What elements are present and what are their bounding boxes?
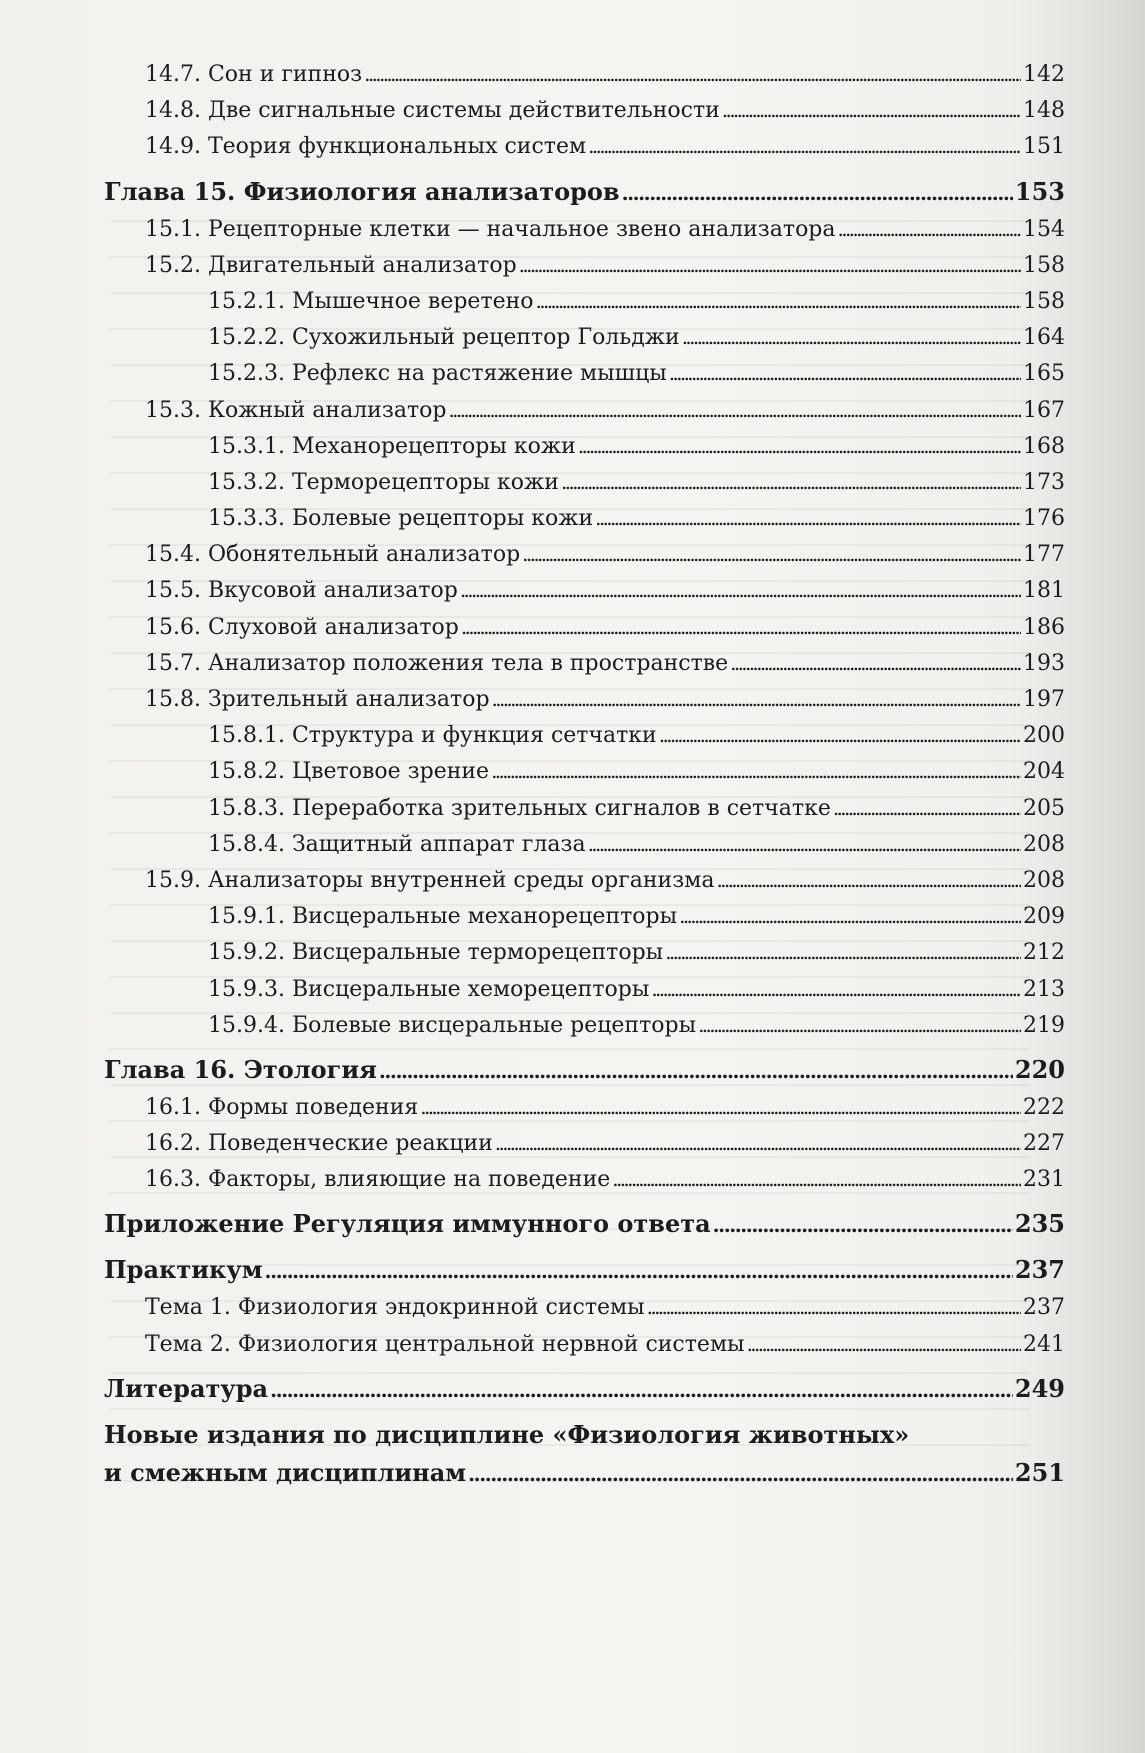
dot-leader <box>270 1370 1013 1408</box>
toc-page-number: 208 <box>1023 831 1065 857</box>
dot-leader <box>519 247 1021 283</box>
chapter-gap <box>104 165 1065 173</box>
toc-entry-title: 15.8. Зрительный анализатор <box>145 687 490 712</box>
dot-leader <box>461 609 1021 645</box>
toc-entry <box>104 609 1065 645</box>
table-of-contents <box>104 56 1065 1493</box>
toc-entry <box>104 1089 1065 1125</box>
toc-page-number: 241 <box>1023 1331 1065 1357</box>
toc-page-number: 193 <box>1023 650 1065 676</box>
dot-leader <box>659 717 1021 753</box>
dot-leader <box>669 355 1021 391</box>
toc-entry-title: 15.9.2. Висцеральные терморецепторы <box>208 940 664 966</box>
toc-entry <box>104 92 1065 128</box>
toc-entry-title: Новые издания по дисциплине «Физиология животных» <box>104 1419 910 1449</box>
toc-page-number: 220 <box>1014 1054 1065 1084</box>
toc-entry-title: 15.8.4. Защитный аппарат глаза <box>208 831 586 857</box>
toc-entry-title: 15.8.3. Переработка зрительных сигналов в сетчатке <box>208 795 831 821</box>
toc-entry-title: 15.9.3. Висцеральные хеморецепторы <box>208 976 650 1002</box>
toc-entry-title: 15.9.4. Болевые висцеральные рецепторы <box>208 1012 697 1038</box>
dot-leader <box>379 1051 1013 1089</box>
toc-entry <box>104 536 1065 572</box>
toc-page-number: 158 <box>1023 252 1065 278</box>
toc-entry <box>104 898 1065 934</box>
dot-leader <box>536 283 1021 319</box>
toc-entry <box>104 681 1065 717</box>
toc-page-number: 154 <box>1023 216 1065 242</box>
dot-leader <box>265 1251 1013 1289</box>
toc-entry <box>104 572 1065 608</box>
toc-page-number: 173 <box>1023 469 1065 495</box>
toc-entry <box>104 56 1065 92</box>
toc-entry-title: 15.2. Двигательный анализатор <box>145 252 517 278</box>
toc-page-number: 165 <box>1023 361 1065 387</box>
toc-page-number: 200 <box>1023 723 1065 749</box>
toc-entry-title: 14.9. Теория функциональных систем <box>145 134 587 160</box>
toc-page-number: 158 <box>1023 288 1065 314</box>
dot-leader <box>492 681 1021 717</box>
toc-entry-title: 15.9. Анализаторы внутренней среды организма <box>145 867 715 893</box>
toc-page-number: 148 <box>1023 98 1065 124</box>
toc-entry-title: 15.5. Вкусовой анализатор <box>145 578 458 604</box>
toc-entry <box>104 283 1065 319</box>
chapter-gap <box>104 1243 1065 1251</box>
toc-entry-title: Глава 15. Физиология анализаторов <box>104 176 620 206</box>
toc-chapter-entry <box>104 1051 1065 1089</box>
toc-entry <box>104 826 1065 862</box>
toc-entry-title: Тема 1. Физиология эндокринной системы <box>145 1295 645 1321</box>
dot-leader <box>665 934 1021 970</box>
toc-entry <box>104 1125 1065 1161</box>
dot-leader <box>722 92 1021 128</box>
toc-entry-title: 15.9.1. Висцеральные механорецепторы <box>208 904 678 930</box>
dot-leader <box>522 536 1021 572</box>
dot-leader <box>364 56 1021 92</box>
toc-entry <box>104 862 1065 898</box>
toc-entry-second-line <box>104 1454 1065 1493</box>
toc-page-number: 186 <box>1023 614 1065 640</box>
chapter-gap <box>104 1408 1065 1416</box>
dot-leader <box>682 319 1021 355</box>
toc-page-number: 227 <box>1023 1131 1065 1157</box>
toc-page-number: 177 <box>1023 542 1065 568</box>
toc-chapter-entry <box>104 173 1065 211</box>
toc-entry <box>104 1007 1065 1043</box>
dot-leader <box>495 1125 1021 1161</box>
toc-entry-title: 15.6. Слуховой анализатор <box>145 614 459 640</box>
toc-entry <box>104 645 1065 681</box>
toc-page-number: 176 <box>1023 506 1065 532</box>
toc-chapter-entry <box>104 1251 1065 1289</box>
toc-entry <box>104 1289 1065 1325</box>
toc-page-number: 164 <box>1023 325 1065 351</box>
toc-entry-title: 15.2.3. Рефлекс на растяжение мышцы <box>208 361 667 387</box>
toc-page-number: 213 <box>1023 976 1065 1002</box>
dot-leader <box>448 392 1021 428</box>
chapter-gap <box>104 1197 1065 1205</box>
toc-page-number: 251 <box>1014 1457 1065 1487</box>
toc-entry <box>104 464 1065 500</box>
toc-page-number: 197 <box>1023 687 1065 712</box>
chapter-gap <box>104 1362 1065 1370</box>
toc-chapter-entry <box>104 1205 1065 1243</box>
dot-leader <box>713 1205 1013 1243</box>
dot-leader <box>647 1289 1021 1325</box>
toc-page-number: 181 <box>1023 578 1065 604</box>
toc-entry-title: 16.3. Факторы, влияющие на поведение <box>145 1167 611 1193</box>
toc-entry-title: 15.3.2. Терморецепторы кожи <box>208 469 559 495</box>
toc-page-number: 222 <box>1023 1094 1065 1120</box>
dot-leader <box>730 645 1021 681</box>
toc-entry-title: 15.8.1. Структура и функция сетчатки <box>208 723 657 749</box>
toc-entry-title: Литература <box>104 1373 269 1403</box>
toc-entry-title: 14.7. Сон и гипноз <box>145 62 363 87</box>
toc-entry <box>104 319 1065 355</box>
toc-entry <box>104 934 1065 970</box>
dot-leader <box>833 790 1021 826</box>
toc-entry <box>104 128 1065 164</box>
toc-entry-title: Приложение Регуляция иммунного ответа <box>104 1209 711 1239</box>
toc-page-number: 142 <box>1023 62 1065 87</box>
toc-entry-title: 15.3.3. Болевые рецепторы кожи <box>208 506 594 532</box>
dot-leader <box>595 500 1021 536</box>
toc-page-number: 209 <box>1023 904 1065 930</box>
toc-entry-title-continued: и смежным дисциплинам <box>104 1457 467 1487</box>
dot-leader <box>420 1089 1021 1125</box>
toc-page-number: 151 <box>1023 134 1065 160</box>
toc-page-number: 235 <box>1014 1209 1065 1239</box>
dot-leader <box>491 753 1021 789</box>
toc-entry-title: 15.1. Рецепторные клетки — начальное звено анализатора <box>145 216 836 242</box>
dot-leader <box>460 572 1021 608</box>
toc-entry-title: Глава 16. Этология <box>104 1054 377 1084</box>
toc-entry <box>104 355 1065 391</box>
toc-entry <box>104 247 1065 283</box>
toc-entry-title: 15.2.1. Мышечное веретено <box>208 288 534 314</box>
toc-entry-title: 16.2. Поведенческие реакции <box>145 1131 493 1157</box>
toc-page-number: 208 <box>1023 867 1065 893</box>
toc-entry-title: 15.4. Обонятельный анализатор <box>145 542 521 568</box>
toc-page-number: 205 <box>1023 795 1065 821</box>
toc-entry <box>104 392 1065 428</box>
toc-entry <box>104 790 1065 826</box>
dot-leader <box>651 971 1021 1007</box>
toc-chapter-entry <box>104 1416 1065 1493</box>
toc-page-number: 167 <box>1023 397 1065 423</box>
toc-page-number: 212 <box>1023 940 1065 966</box>
toc-page-number: 237 <box>1014 1255 1065 1285</box>
dot-leader <box>747 1326 1021 1362</box>
dot-leader <box>588 128 1021 164</box>
dot-leader <box>468 1454 1013 1493</box>
dot-leader <box>838 211 1021 247</box>
toc-entry-title: 15.2.2. Сухожильный рецептор Гольджи <box>208 325 680 351</box>
dot-leader <box>578 428 1021 464</box>
toc-entry <box>104 1326 1065 1362</box>
toc-entry <box>104 717 1065 753</box>
toc-entry <box>104 1161 1065 1197</box>
toc-page-number: 153 <box>1014 176 1065 206</box>
toc-entry-title: Тема 2. Физиология центральной нервной системы <box>145 1331 745 1357</box>
toc-page-number: 249 <box>1014 1373 1065 1403</box>
dot-leader <box>698 1007 1021 1043</box>
toc-entry-title: 15.8.2. Цветовое зрение <box>208 759 490 785</box>
toc-entry <box>104 428 1065 464</box>
toc-entry-title: 15.3.1. Механорецепторы кожи <box>208 433 576 459</box>
chapter-gap <box>104 1043 1065 1051</box>
toc-page-number: 168 <box>1023 433 1065 459</box>
toc-entry-title: 15.3. Кожный анализатор <box>145 397 447 423</box>
dot-leader <box>612 1161 1021 1197</box>
toc-entry-title: 15.7. Анализатор положения тела в пространстве <box>145 650 729 676</box>
dot-leader <box>622 173 1013 211</box>
toc-page-number: 204 <box>1023 759 1065 785</box>
toc-page-number: 237 <box>1023 1295 1065 1321</box>
toc-entry <box>104 500 1065 536</box>
toc-entry-title: 14.8. Две сигнальные системы действительности <box>145 98 720 124</box>
dot-leader <box>679 898 1021 934</box>
toc-entry <box>104 211 1065 247</box>
toc-entry <box>104 971 1065 1007</box>
toc-chapter-entry <box>104 1370 1065 1408</box>
toc-page-number: 219 <box>1023 1012 1065 1038</box>
dot-leader <box>561 464 1021 500</box>
toc-page-number: 231 <box>1023 1167 1065 1193</box>
dot-leader <box>716 862 1021 898</box>
toc-entry-title: 16.1. Формы поведения <box>145 1094 419 1120</box>
dot-leader <box>588 826 1021 862</box>
toc-entry-title: Практикум <box>104 1255 263 1285</box>
toc-entry <box>104 753 1065 789</box>
